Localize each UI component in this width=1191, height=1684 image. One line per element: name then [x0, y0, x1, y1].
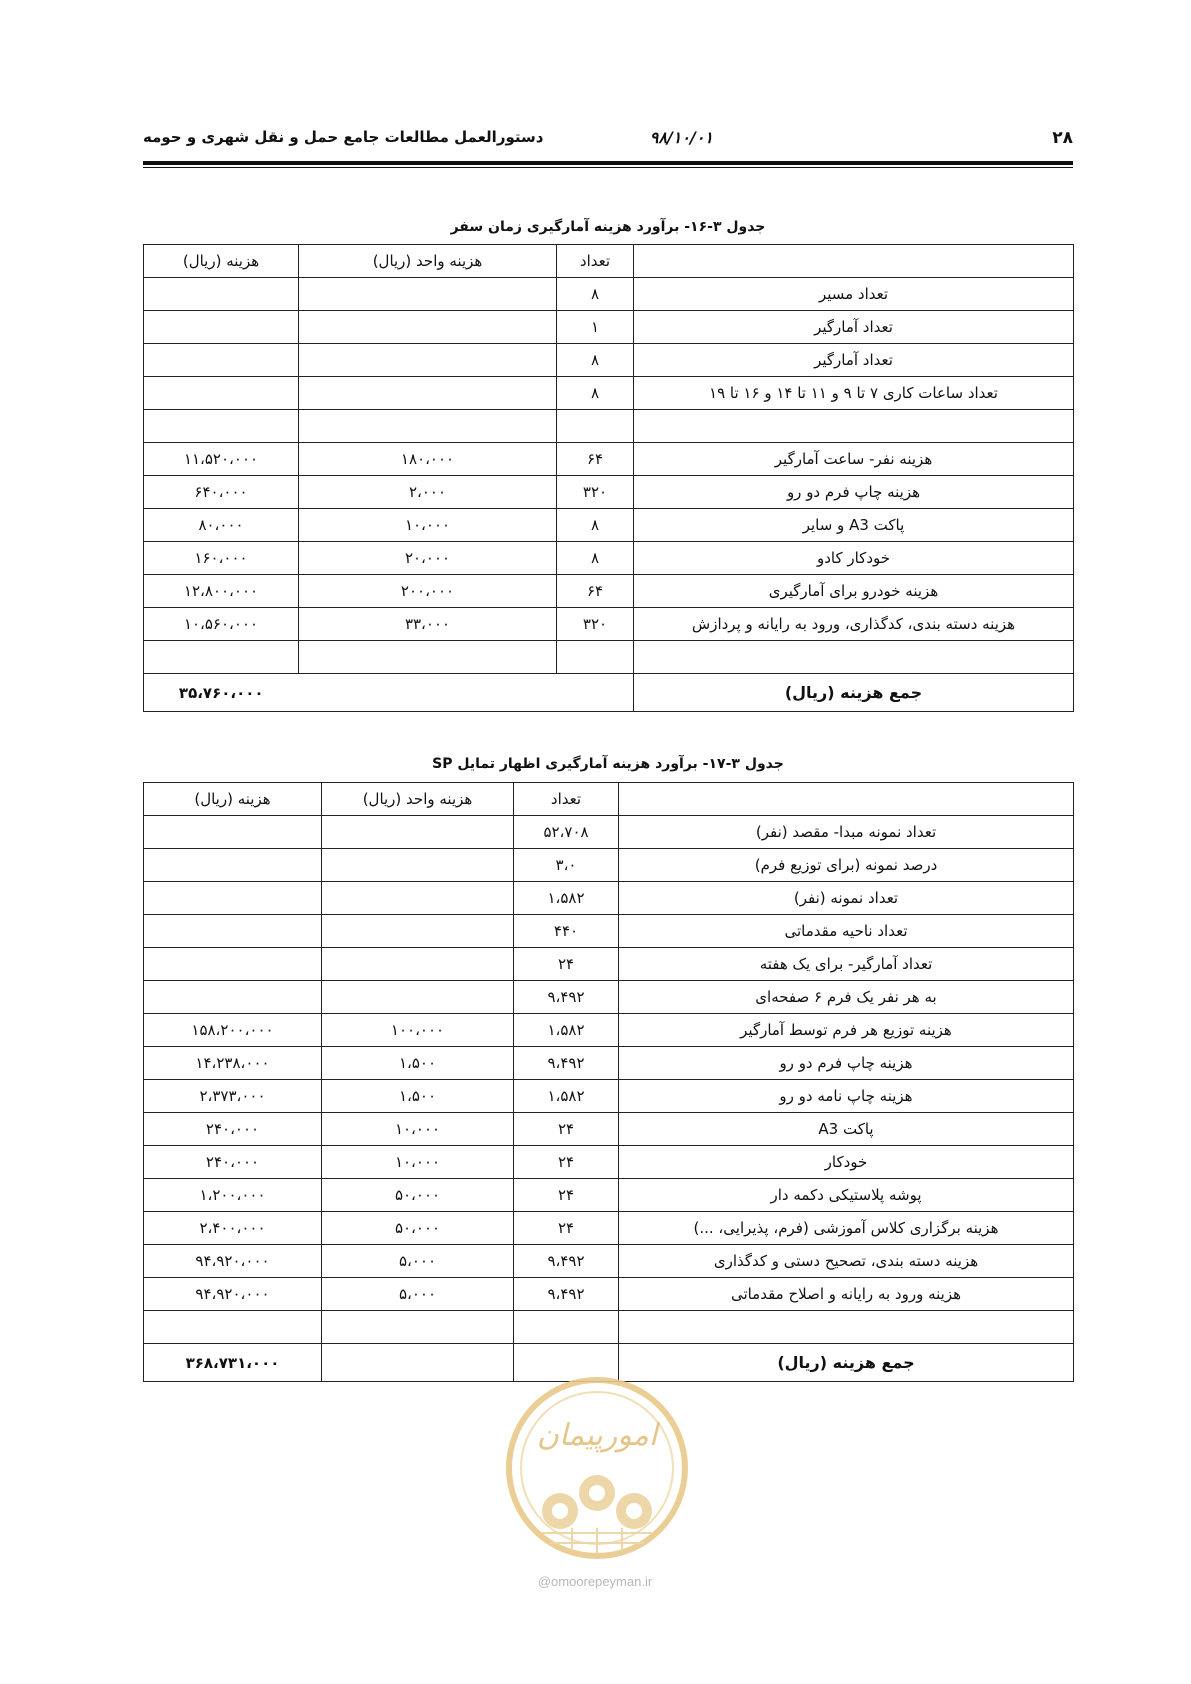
page-header: [143, 128, 1073, 156]
table-cell: ۳۲۰: [557, 476, 634, 509]
total-value: ۳۶۸،۷۳۱،۰۰۰: [144, 1344, 322, 1382]
table-cell: ۲۰،۰۰۰: [299, 542, 557, 575]
column-header: [634, 245, 1074, 278]
table-cell: هزینه چاپ نامه دو رو: [619, 1080, 1074, 1113]
table-cell: ۸: [557, 377, 634, 410]
table-cell: [299, 410, 557, 443]
table-cell: ۶۴: [557, 575, 634, 608]
table-cell: تعداد نمونه مبدا- مقصد (نفر): [619, 816, 1074, 849]
table-cell: ۲۴: [514, 1146, 619, 1179]
table1: [143, 244, 1074, 712]
table-cell: [299, 344, 557, 377]
table-row: [144, 542, 1074, 575]
table-cell: ۵۰،۰۰۰: [322, 1212, 514, 1245]
table-row: [144, 278, 1074, 311]
table-cell: [322, 948, 514, 981]
table-cell: هزینه چاپ فرم دو رو: [634, 476, 1074, 509]
table-cell: ۸: [557, 278, 634, 311]
table-cell: درصد نمونه (برای توزیع فرم): [619, 849, 1074, 882]
total-value: ۳۵،۷۶۰،۰۰۰: [144, 674, 299, 712]
total-spacer: [322, 1344, 514, 1382]
table-cell: ۱،۵۰۰: [322, 1047, 514, 1080]
table-cell: [144, 915, 322, 948]
table-row: [144, 1278, 1074, 1311]
header-rule-thin: [143, 167, 1073, 168]
table-cell: ۶۴: [557, 443, 634, 476]
table-cell: [144, 948, 322, 981]
table-cell: ۱: [557, 311, 634, 344]
table-cell: هزینه دسته بندی، کدگذاری، ورود به رایانه و پردازش: [634, 608, 1074, 641]
table-cell: [634, 410, 1074, 443]
table-cell: [514, 1311, 619, 1344]
table-cell: ۲۴: [514, 1179, 619, 1212]
table-row: [144, 410, 1074, 443]
table2: [143, 782, 1074, 1382]
column-header: هزینه واحد (ریال): [322, 783, 514, 816]
table-row: [144, 377, 1074, 410]
table-row: [144, 915, 1074, 948]
table-cell: ۱۴،۲۳۸،۰۰۰: [144, 1047, 322, 1080]
table-cell: ۳،۰: [514, 849, 619, 882]
table-cell: [322, 882, 514, 915]
table-cell: تعداد ساعات کاری ۷ تا ۹ و ۱۱ تا ۱۴ و ۱۶ تا ۱۹: [634, 377, 1074, 410]
table-cell: تعداد نمونه (نفر): [619, 882, 1074, 915]
page-number: ۲۸: [1052, 128, 1073, 148]
table-cell: ۹،۴۹۲: [514, 1278, 619, 1311]
table-cell: [144, 344, 299, 377]
table-row: [144, 1212, 1074, 1245]
header-row: [144, 783, 1074, 816]
table-cell: ۹،۴۹۲: [514, 1245, 619, 1278]
table-cell: ۱،۵۸۲: [514, 1080, 619, 1113]
table-row: [144, 1047, 1074, 1080]
column-header: تعداد: [514, 783, 619, 816]
table-cell: ۹،۴۹۲: [514, 1047, 619, 1080]
table-cell: ۲،۳۷۳،۰۰۰: [144, 1080, 322, 1113]
table-row: [144, 849, 1074, 882]
table-cell: هزینه چاپ فرم دو رو: [619, 1047, 1074, 1080]
table-cell: [299, 278, 557, 311]
table-cell: ۲۴: [514, 948, 619, 981]
column-header: [619, 783, 1074, 816]
table-row: [144, 882, 1074, 915]
table-cell: تعداد مسیر: [634, 278, 1074, 311]
table-cell: ۵۰،۰۰۰: [322, 1179, 514, 1212]
table-cell: ۲۴: [514, 1113, 619, 1146]
table-row: [144, 311, 1074, 344]
table-cell: [322, 981, 514, 1014]
table-cell: [557, 410, 634, 443]
table-cell: [322, 1311, 514, 1344]
table-row: [144, 1245, 1074, 1278]
table-row: [144, 1113, 1074, 1146]
table-cell: ۸: [557, 344, 634, 377]
table-cell: ۱،۵۸۲: [514, 882, 619, 915]
table-cell: هزینه نفر- ساعت آمارگیر: [634, 443, 1074, 476]
table-cell: هزینه خودرو برای آمارگیری: [634, 575, 1074, 608]
table-cell: ۸: [557, 542, 634, 575]
table-cell: هزینه برگزاری کلاس آموزشی (فرم، پذیرایی، ...): [619, 1212, 1074, 1245]
table-row: [144, 344, 1074, 377]
table-row: [144, 509, 1074, 542]
table-cell: ۲،۴۰۰،۰۰۰: [144, 1212, 322, 1245]
table-row: [144, 476, 1074, 509]
table-cell: ۹۴،۹۲۰،۰۰۰: [144, 1245, 322, 1278]
table-cell: ۱۰،۰۰۰: [322, 1113, 514, 1146]
table-cell: [299, 641, 557, 674]
table-cell: [144, 410, 299, 443]
table-cell: [144, 816, 322, 849]
table-cell: ۶۴۰،۰۰۰: [144, 476, 299, 509]
table-cell: [322, 816, 514, 849]
table2-caption: جدول ۳-۱۷- برآورد هزینه آمارگیری اظهار تمایل SP: [432, 756, 784, 772]
table-row: [144, 443, 1074, 476]
table-cell: ۲۰۰،۰۰۰: [299, 575, 557, 608]
table-cell: ۱،۵۰۰: [322, 1080, 514, 1113]
table-cell: [299, 311, 557, 344]
table-cell: ۵۲،۷۰۸: [514, 816, 619, 849]
watermark-logo: [502, 1373, 692, 1563]
total-spacer: [299, 674, 634, 712]
table-cell: ۵،۰۰۰: [322, 1278, 514, 1311]
column-header: هزینه واحد (ریال): [299, 245, 557, 278]
table-cell: ۱۱،۵۲۰،۰۰۰: [144, 443, 299, 476]
table-cell: تعداد آمارگیر: [634, 311, 1074, 344]
table-cell: [144, 377, 299, 410]
table-cell: ۸۰،۰۰۰: [144, 509, 299, 542]
table-cell: ۱۵۸،۲۰۰،۰۰۰: [144, 1014, 322, 1047]
table-cell: ۱،۲۰۰،۰۰۰: [144, 1179, 322, 1212]
table-cell: تعداد آمارگیر: [634, 344, 1074, 377]
table-cell: ۱۰،۵۶۰،۰۰۰: [144, 608, 299, 641]
total-label: جمع هزینه (ریال): [619, 1344, 1074, 1382]
table-cell: هزینه دسته بندی، تصحیح دستی و کدگذاری: [619, 1245, 1074, 1278]
table-cell: ۴۴۰: [514, 915, 619, 948]
table-row: [144, 1146, 1074, 1179]
table-row: [144, 1179, 1074, 1212]
table-cell: ۱۰،۰۰۰: [322, 1146, 514, 1179]
table-cell: تعداد ناحیه مقدماتی: [619, 915, 1074, 948]
table-cell: ۲۴: [514, 1212, 619, 1245]
watermark-url-text: omoorepeyman.ir: [551, 1574, 653, 1589]
table1-caption: جدول ۳-۱۶- برآورد هزینه آمارگیری زمان سفر: [450, 219, 766, 235]
table-cell: پوشه پلاستیکی دکمه دار: [619, 1179, 1074, 1212]
table-cell: ۱۸۰،۰۰۰: [299, 443, 557, 476]
table-cell: ۱۰۰،۰۰۰: [322, 1014, 514, 1047]
table-cell: ۲۴۰،۰۰۰: [144, 1146, 322, 1179]
table-cell: [144, 981, 322, 1014]
table-row: [144, 1311, 1074, 1344]
header-rule-thick: [143, 161, 1073, 165]
table-cell: ۹،۴۹۲: [514, 981, 619, 1014]
table-cell: تعداد آمارگیر- برای یک هفته: [619, 948, 1074, 981]
column-header: هزینه (ریال): [144, 245, 299, 278]
table-cell: [144, 882, 322, 915]
table-cell: ۸: [557, 509, 634, 542]
table-cell: [144, 278, 299, 311]
table-cell: ۳۲۰: [557, 608, 634, 641]
table-row: [144, 608, 1074, 641]
table-cell: پاکت A3: [619, 1113, 1074, 1146]
table-cell: پاکت A3 و سایر: [634, 509, 1074, 542]
column-header: تعداد: [557, 245, 634, 278]
table-cell: هزینه ورود به رایانه و اصلاح مقدماتی: [619, 1278, 1074, 1311]
table-cell: هزینه توزیع هر فرم توسط آمارگیر: [619, 1014, 1074, 1047]
table-cell: [322, 915, 514, 948]
table-cell: ۹۴،۹۲۰،۰۰۰: [144, 1278, 322, 1311]
column-header: هزینه (ریال): [144, 783, 322, 816]
table-cell: ۲،۰۰۰: [299, 476, 557, 509]
document-title: دستورالعمل مطالعات جامع حمل و نقل شهری و حومه: [143, 128, 544, 146]
table-cell: خودکار: [619, 1146, 1074, 1179]
table-cell: [322, 849, 514, 882]
header-row: [144, 245, 1074, 278]
table-cell: [299, 377, 557, 410]
total-label: جمع هزینه (ریال): [634, 674, 1074, 712]
watermark-url: @omoorepeyman.ir: [537, 1574, 653, 1589]
table-cell: [144, 641, 299, 674]
table-cell: [144, 311, 299, 344]
document-date: ۹۸/۱۰/۰۱: [649, 128, 713, 147]
table-cell: ۱۲،۸۰۰،۰۰۰: [144, 575, 299, 608]
table-row: [144, 1014, 1074, 1047]
table-cell: ۱۰،۰۰۰: [299, 509, 557, 542]
table-cell: [144, 1311, 322, 1344]
table-cell: ۱،۵۸۲: [514, 1014, 619, 1047]
table-cell: خودکار کادو: [634, 542, 1074, 575]
table-cell: به هر نفر یک فرم ۶ صفحه‌ای: [619, 981, 1074, 1014]
table-cell: [619, 1311, 1074, 1344]
table-cell: ۵،۰۰۰: [322, 1245, 514, 1278]
table-cell: [144, 849, 322, 882]
total-row: [144, 674, 1074, 712]
table-row: [144, 948, 1074, 981]
table-cell: [634, 641, 1074, 674]
watermark-logo-text: امورپیمان: [536, 1418, 658, 1453]
table-cell: ۳۳،۰۰۰: [299, 608, 557, 641]
table-row: [144, 1080, 1074, 1113]
table-cell: [557, 641, 634, 674]
table-row: [144, 641, 1074, 674]
table-cell: ۱۶۰،۰۰۰: [144, 542, 299, 575]
table-row: [144, 816, 1074, 849]
table-row: [144, 575, 1074, 608]
table-row: [144, 981, 1074, 1014]
table-cell: ۲۴۰،۰۰۰: [144, 1113, 322, 1146]
